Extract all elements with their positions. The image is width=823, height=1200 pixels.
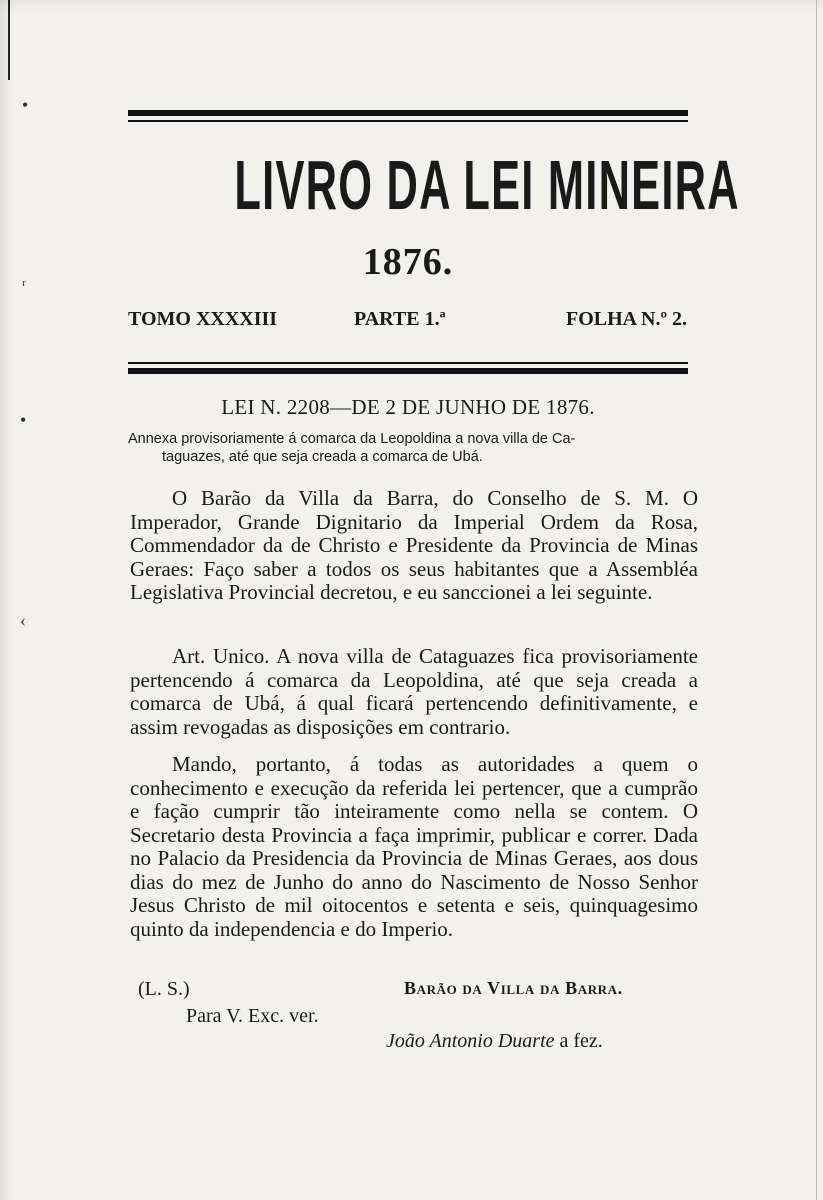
signer-text: Barão da Villa da Barra.: [404, 978, 623, 998]
header-rule-thick: [128, 368, 688, 374]
masthead-year: 1876.: [362, 241, 454, 283]
summary-line: taguazes, até que seja creada a comarca de Ubá.: [162, 449, 483, 465]
signer-name: [404, 978, 623, 999]
preamble-paragraph: [130, 487, 698, 605]
masthead-title: LIVRO DA LEI MINEIRA: [234, 146, 740, 224]
para-v-line: Para V. Exc. ver.: [186, 1005, 319, 1027]
article-paragraph: [130, 645, 698, 739]
header-rule-thin: [128, 362, 688, 364]
folha-label: FOLHA N.º 2.: [566, 308, 688, 330]
secretary-line: [386, 1030, 603, 1053]
margin-speck: •: [20, 410, 27, 430]
paragraph-text: Mando, portanto, á todas as autoridades a quem o conhecimento e execução da referida lei pertencer, que a cumprão e fação cumprir tão inteiramente como nella se contem. O Secretario desta Provincia a faça imprimir, publicar e correr. Dada no Palacio da Presidencia da Provincia de Minas Geraes, aos dous dias do mez de Junho do anno do Nascimento de Nosso Senhor Jesus Christo de mil oitocentos e setenta e seis, quinquagesimo quinto da independencia e do Imperio.: [130, 752, 698, 941]
tomo-label: TOMO XXXXIII: [128, 308, 278, 330]
paragraph-text: Art. Unico. A nova villa de Cataguazes fica provisoriamente pertencendo á comarca da Leopoldina, até que seja creada a comarca de Ubá, á qual ficará pertencendo definitivamente, e assim revogadas as disposições em contrario.: [130, 644, 698, 739]
binding-edge: [8, 0, 10, 80]
parte-label: PARTE 1.ª: [354, 308, 446, 330]
margin-speck: •: [22, 95, 29, 115]
page-edge: [816, 0, 817, 1200]
top-rule: [128, 110, 688, 116]
margin-speck: ‹: [20, 610, 26, 630]
mandate-paragraph: [130, 753, 698, 941]
seal-mark: (L. S.): [138, 978, 190, 1000]
top-rule-thin: [128, 120, 688, 122]
secretary-suffix: a fez.: [554, 1030, 603, 1052]
paragraph-text: O Barão da Villa da Barra, do Conselho de S. M. O Imperador, Grande Dignitario da Imperial Ordem da Rosa, Commendador da de Christo e Presidente da Provincia de Minas Geraes: Faço saber a todos os seus habitantes que a Assembléa Legislativa Provincial decretou, e eu sanccionei a lei seguinte.: [130, 486, 698, 604]
margin-speck: ʳ: [22, 275, 26, 295]
secretary-name: João Antonio Duarte: [386, 1030, 555, 1052]
law-summary: [128, 430, 698, 466]
law-title: LEI N. 2208—DE 2 DE JUNHO DE 1876.: [221, 395, 595, 419]
summary-line: Annexa provisoriamente á comarca da Leopoldina a nova villa de Ca-: [128, 431, 576, 447]
issue-row: [128, 308, 693, 338]
